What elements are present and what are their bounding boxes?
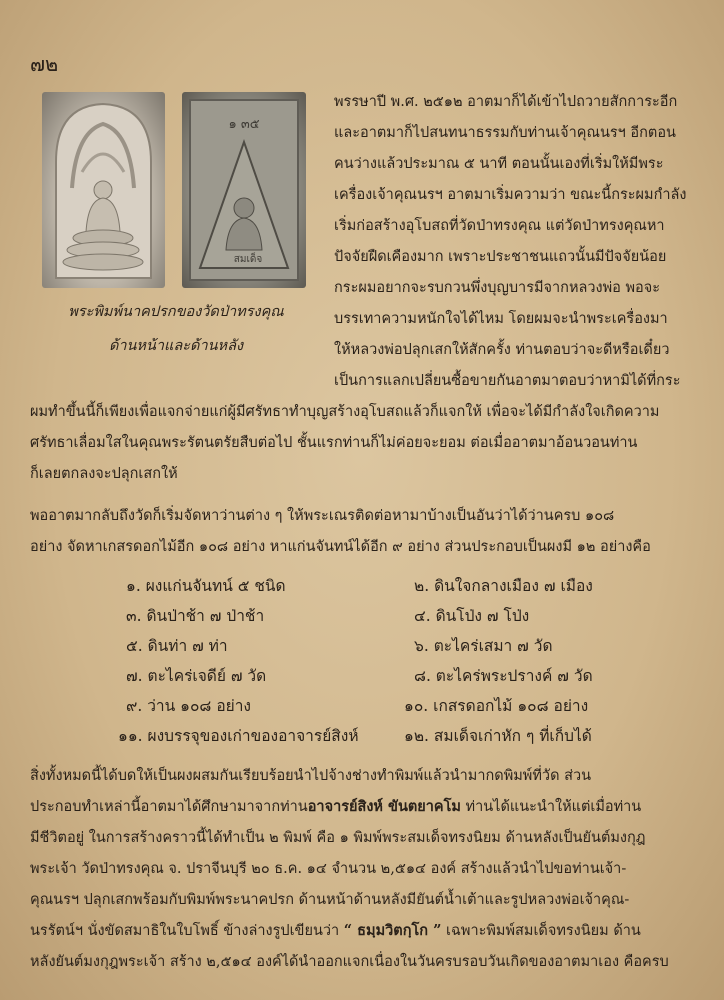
photo-caption-line-1: พระพิมพ์นาคปรกของวัดป่าทรงคุณ bbox=[68, 304, 284, 320]
paragraph-line: พรรษาปี พ.ศ. ๒๕๑๒ อาตมาก็ได้เข้าไปถวายสักการะอีก bbox=[334, 94, 678, 110]
paragraph-line: ผมทำขึ้นนี้ก็เพียงเพื่อแจกจ่ายแก่ผู้มีศรัทธาทำบุญสร้างอุโบสถแล้วก็แจกให้ เพื่อจะได้มีกำลังใจเกิดความ bbox=[30, 404, 660, 420]
ingredient-item: ๗. ตะไคร่เจดีย์ ๗ วัด bbox=[126, 667, 267, 685]
ingredient-item: ๑๑. ผงบรรจุของเก่าของอาจารย์สิงห์ bbox=[118, 727, 359, 745]
paragraph-line: คุณนรฯ ปลุกเสกพร้อมกับพิมพ์พระนาคปรก ด้านหน้าด้านหลังมียันต์น้ำเต้าและรูปหลวงพ่อเจ้าคุณ- bbox=[30, 892, 630, 908]
back-inscription-bottom: สมเด็จ bbox=[233, 254, 263, 265]
paragraph-line: เครื่องเจ้าคุณนรฯ อาตมาเริ่มความว่า ขณะนี้กระผมกำลัง bbox=[334, 187, 687, 203]
paragraph-line: เริ่มก่อสร้างอุโบสถที่วัดป่าทรงคุณ แต่วัดป่าทรงคุณหา bbox=[334, 218, 665, 234]
paragraph-line: เป็นการแลกเปลี่ยนซื้อขายกันอาตมาตอบว่าหามิได้ที่กระ bbox=[334, 373, 681, 389]
ingredient-item: ๑. ผงแก่นจันทน์ ๕ ชนิด bbox=[126, 577, 286, 595]
ingredient-item: ๘. ตะไคร่พระปรางค์ ๗ วัด bbox=[414, 667, 593, 685]
ingredient-item: ๒. ดินใจกลางเมือง ๗ เมือง bbox=[414, 577, 593, 595]
text-run: นรรัตน์ฯ นั่งขัดสมาธิในใบโพธิ์ ข้างล่างรูปเขียนว่า bbox=[30, 923, 344, 939]
text-run: ท่านได้แนะนำให้แต่เมื่อท่าน bbox=[460, 799, 642, 815]
ingredient-item: ๙. ว่าน ๑๐๘ อย่าง bbox=[126, 697, 251, 715]
paragraph-line: ก็เลยตกลงจะปลุกเสกให้ bbox=[30, 466, 178, 482]
ingredient-item: ๓. ดินป่าช้า ๗ ป่าช้า bbox=[126, 607, 265, 625]
photo-caption-line-2: ด้านหน้าและด้านหลัง bbox=[108, 338, 244, 354]
ingredient-item: ๔. ดินโป่ง ๗ โป่ง bbox=[414, 607, 530, 625]
inscription-text: “ ธมฺมวิตกฺโก ” bbox=[343, 922, 442, 939]
teacher-name: อาจารย์สิงห์ ขันตยาคโม bbox=[307, 798, 461, 815]
paragraph-line: มีชีวิตอยู่ ในการสร้างคราวนี้ได้ทำเป็น ๒ พิมพ์ คือ ๑ พิมพ์พระสมเด็จทรงนิยม ด้านหลังเป็นยันต์มงกุฎ bbox=[30, 830, 646, 846]
ingredient-item: ๑๒. สมเด็จเก่าหัก ๆ ที่เก็บได้ bbox=[404, 727, 592, 745]
paragraph-line: สิ่งทั้งหมดนี้ได้บดให้เป็นผงผสมกันเรียบร้อยนำไปจ้างช่างทำพิมพ์แล้วนำมากดพิมพ์ที่วัด ส่วน bbox=[30, 768, 591, 784]
ingredient-item: ๑๐. เกสรดอกไม้ ๑๐๘ อย่าง bbox=[404, 697, 589, 715]
paragraph-line bbox=[30, 921, 696, 941]
amulet-back-photo bbox=[182, 92, 306, 288]
amulet-back-illustration bbox=[182, 92, 306, 288]
paragraph-line: หลังยันต์มงกุฎพระเจ้า สร้าง ๒,๕๑๔ องค์ได้นำออกแจกเนื่องในวันครบรอบวันเกิดของอาตมาเอง คือครบ bbox=[30, 954, 669, 970]
paragraph-line: บรรเทาความหนักใจได้ไหม โดยผมจะนำพระเครื่องมา bbox=[334, 311, 668, 327]
amulet-front-photo bbox=[42, 92, 165, 288]
text-run: เฉพาะพิมพ์สมเด็จทรงนิยม ด้าน bbox=[441, 923, 641, 939]
paragraph-line: พออาตมากลับถึงวัดก็เริ่มจัดหาว่านต่าง ๆ ให้พระเณรติดต่อหามาบ้างเป็นอันว่าได้ว่านครบ ๑๐๘ bbox=[30, 508, 615, 524]
paragraph-line bbox=[30, 797, 696, 817]
paragraph-line: และอาตมาก็ไปสนทนาธรรมกับท่านเจ้าคุณนรฯ อีกตอน bbox=[334, 125, 676, 141]
ingredient-item: ๕. ดินท่า ๗ ท่า bbox=[126, 637, 228, 655]
paragraph-line: ปัจจัยฝืดเคืองมาก เพราะประชาชนแถวนั้นมีปัจจัยน้อย bbox=[334, 249, 667, 265]
ingredient-item: ๖. ตะไคร่เสมา ๗ วัด bbox=[414, 637, 553, 655]
text-run: ประกอบทำเหล่านี้อาตมาได้ศึกษามาจากท่าน bbox=[30, 799, 308, 815]
paragraph-line: ให้หลวงพ่อปลุกเสกให้สักครั้ง ท่านตอบว่าจะดีหรือเดี๋ยว bbox=[334, 342, 670, 358]
paragraph-line: อย่าง จัดหาเกสรดอกไม้อีก ๑๐๘ อย่าง หาแก่นจันทน์ได้อีก ๙ อย่าง ส่วนประกอบเป็นผงมี ๑๒ อย่างคือ bbox=[30, 539, 651, 555]
paragraph-line: คนว่างแล้วประมาณ ๕ นาที ตอนนั้นเองที่เริ่มให้มีพระ bbox=[334, 156, 664, 172]
amulet-front-illustration bbox=[42, 92, 165, 288]
paragraph-line: ศรัทธาเลื่อมใสในคุณพระรัตนตรัยสืบต่อไป ชั้นแรกท่านก็ไม่ค่อยจะยอม ต่อเมื่ออาตมาอ้อนวอนท่าน bbox=[30, 435, 638, 451]
page-number: ๗๒ bbox=[30, 52, 59, 76]
paragraph-line: กระผมอยากจะรบกวนพึ่งบุญบารมีจากหลวงพ่อ พอจะ bbox=[334, 280, 661, 296]
back-inscription-top: ๑ ๓๕ bbox=[228, 117, 260, 132]
paragraph-line: พระเจ้า วัดป่าทรงคุณ จ. ปราจีนบุรี ๒๐ ธ.ค. ๑๔ จำนวน ๒,๕๑๔ องค์ สร้างแล้วนำไปขอท่านเจ้า- bbox=[30, 861, 627, 877]
